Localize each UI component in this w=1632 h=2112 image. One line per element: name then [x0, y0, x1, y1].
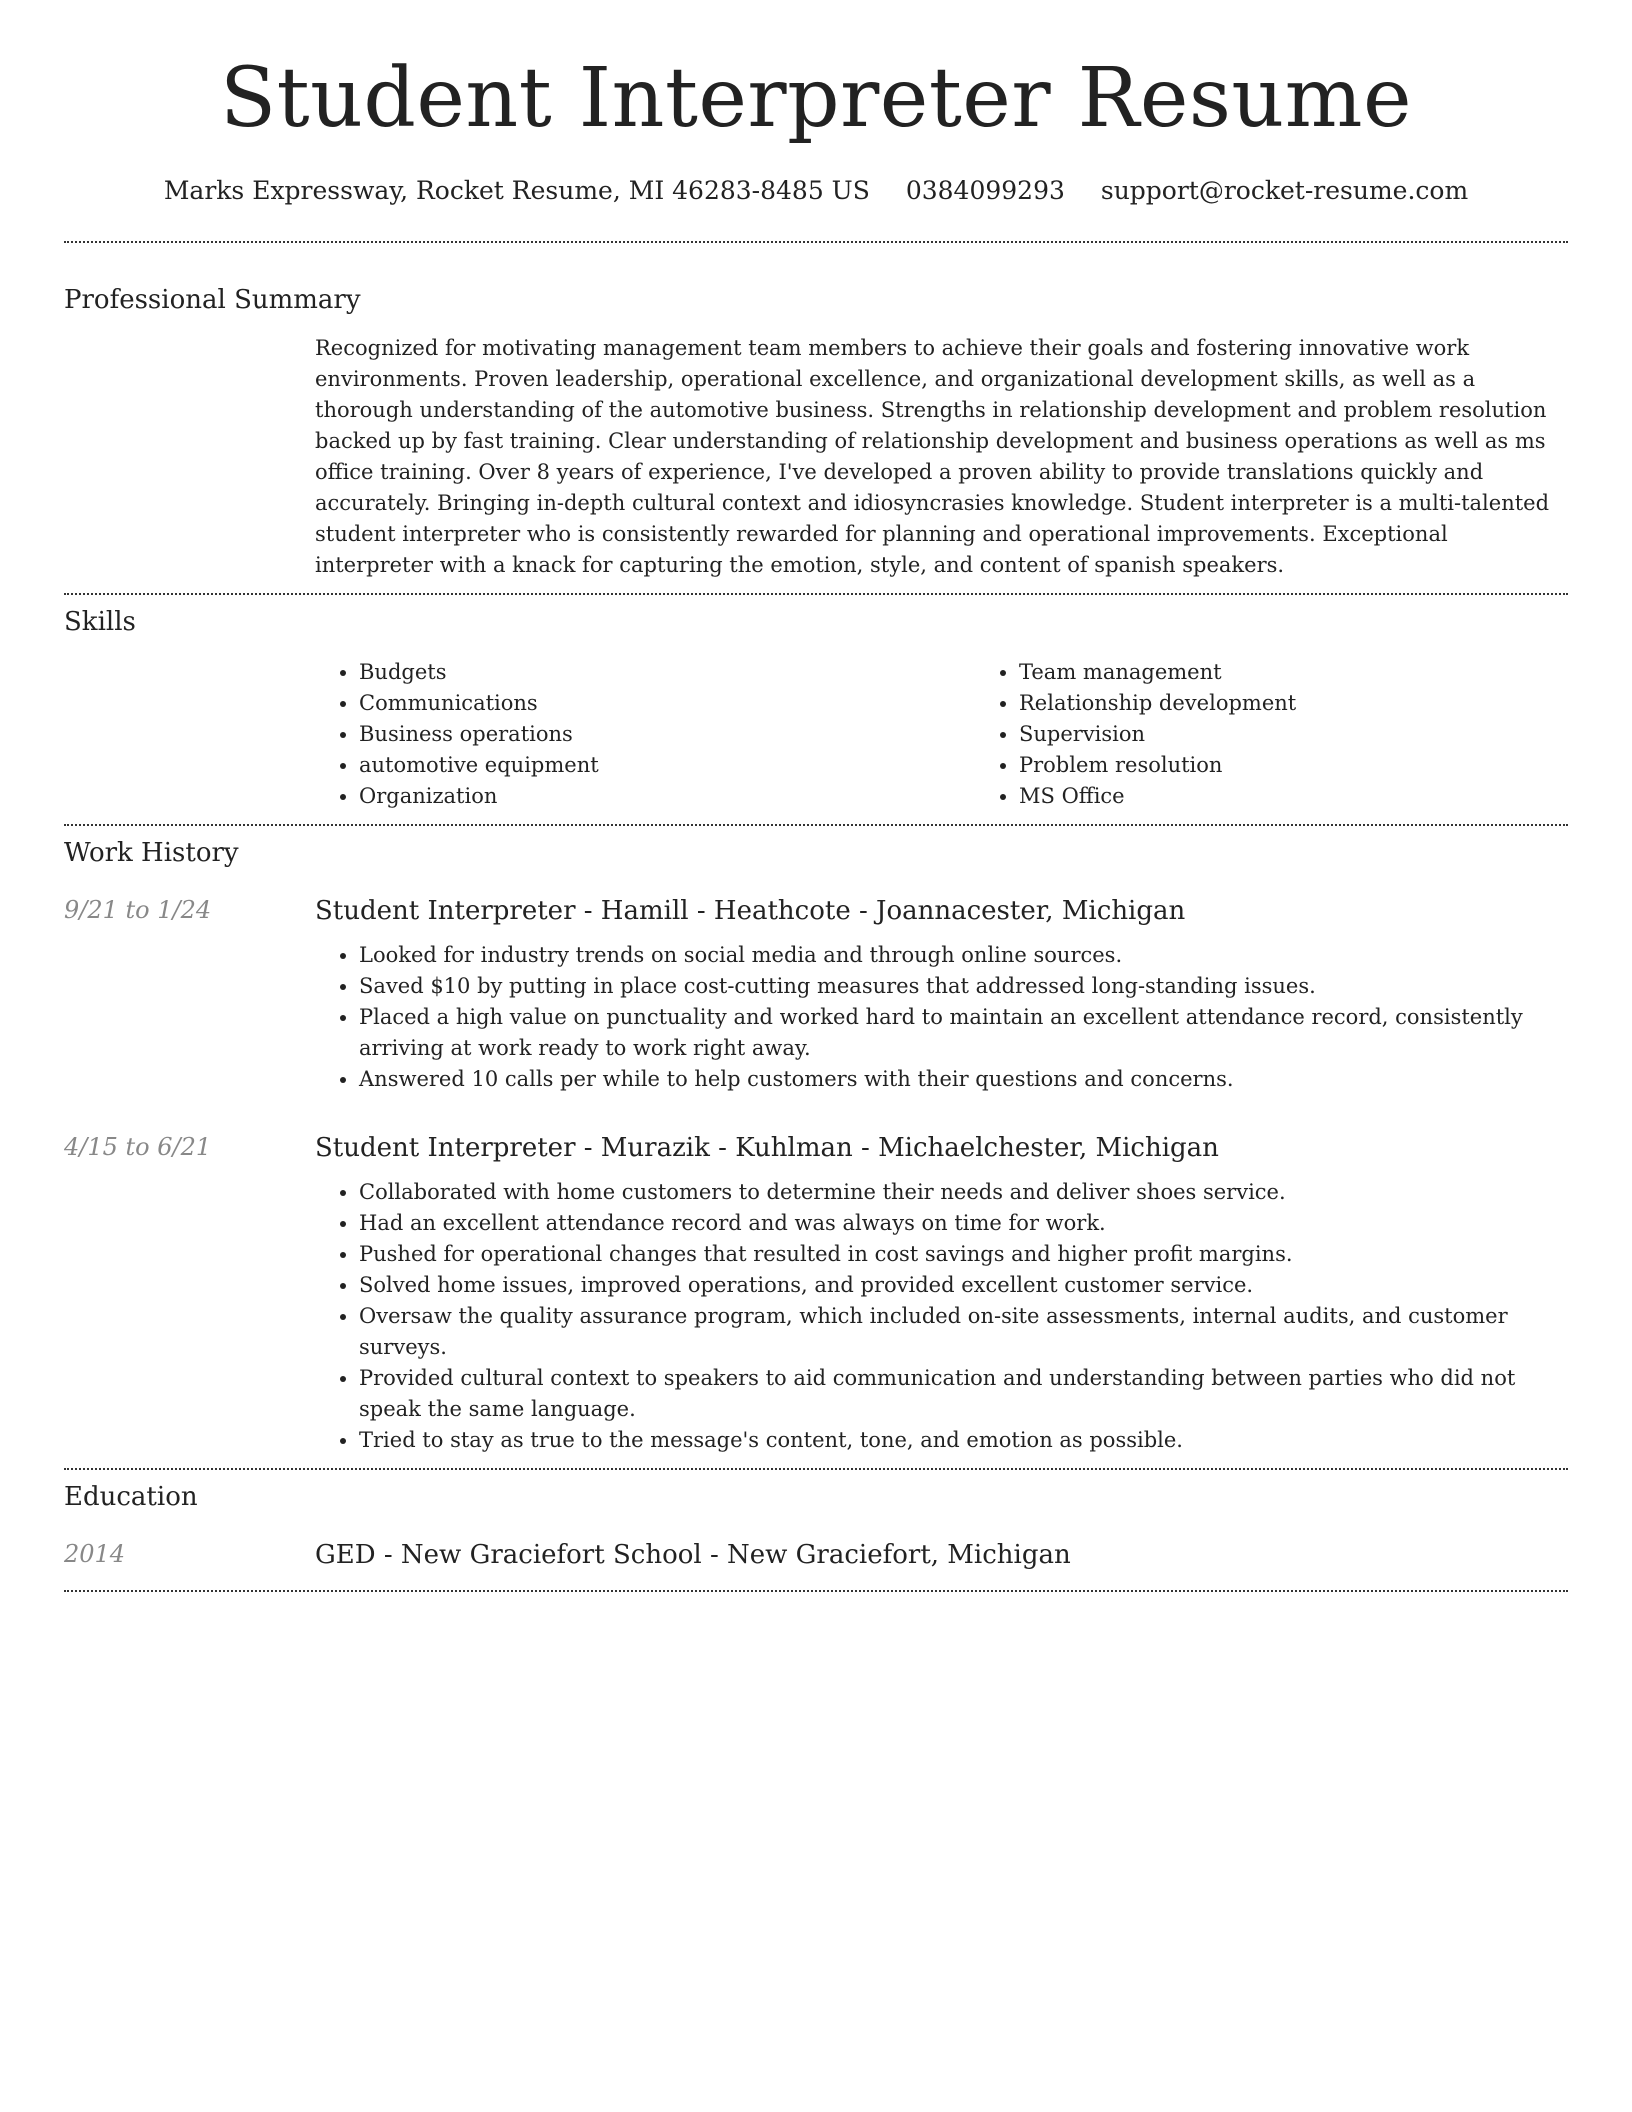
- section-divider: [64, 1590, 1568, 1592]
- section-divider: [64, 593, 1568, 595]
- education-entry: [64, 1540, 1568, 1570]
- skill-item: • Communications: [359, 688, 975, 719]
- job-bullets: [315, 1177, 1568, 1456]
- job-date: 9/21 to 1/24: [64, 896, 212, 924]
- job-bullet: • Provided cultural context to speakers to aid communication and understanding between parties who did not speak the same language.: [359, 1363, 1568, 1425]
- job-bullet: • Pushed for operational changes that resulted in cost savings and higher profit margins.: [359, 1239, 1568, 1270]
- contact-address: Marks Expressway, Rocket Resume, MI 46283-8485 US: [163, 176, 870, 205]
- skills-heading: Skills: [64, 607, 136, 637]
- skill-item: • Budgets: [359, 657, 975, 688]
- resume-title: Student Interpreter Resume: [219, 51, 1413, 146]
- skill-item: • Business operations: [359, 719, 975, 750]
- job-bullet: • Placed a high value on punctuality and worked hard to maintain an excellent attendance record, consistently arriving at work ready to work right away.: [359, 1002, 1568, 1064]
- job-bullet: • Saved $10 by putting in place cost-cutting measures that addressed long-standing issues.: [359, 971, 1568, 1002]
- job-entry: [64, 1133, 1568, 1456]
- skills-section: [64, 657, 1568, 812]
- work-heading: Work History: [64, 838, 239, 868]
- job-title: Student Interpreter - Hamill - Heathcote - Joannacester, Michigan: [315, 896, 1186, 926]
- job-bullet: • Oversaw the quality assurance program, which included on-site assessments, internal audits, and customer surveys.: [359, 1301, 1568, 1363]
- job-title: Student Interpreter - Murazik - Kuhlman - Michaelchester, Michigan: [315, 1133, 1219, 1163]
- skill-item: • automotive equipment: [359, 750, 975, 781]
- skill-item: • Organization: [359, 781, 975, 812]
- job-bullet: • Solved home issues, improved operations, and provided excellent customer service.: [359, 1270, 1568, 1301]
- skills-list-right: [975, 657, 1632, 812]
- contact-phone: 0384099293: [905, 176, 1065, 205]
- skill-item: • Relationship development: [1019, 688, 1632, 719]
- skill-item: • MS Office: [1019, 781, 1632, 812]
- job-bullet: • Collaborated with home customers to determine their needs and deliver shoes service.: [359, 1177, 1568, 1208]
- skill-item: • Problem resolution: [1019, 750, 1632, 781]
- job-date: 4/15 to 6/21: [64, 1133, 212, 1161]
- section-divider: [64, 824, 1568, 826]
- section-divider: [64, 241, 1568, 243]
- contact-email: support@rocket-resume.com: [1100, 176, 1469, 205]
- summary-heading: Professional Summary: [64, 285, 361, 315]
- skill-item: • Supervision: [1019, 719, 1632, 750]
- education-date: 2014: [64, 1540, 126, 1568]
- section-divider: [64, 1468, 1568, 1470]
- contact-info: [64, 176, 1568, 205]
- skill-item: • Team management: [1019, 657, 1632, 688]
- education-heading: Education: [64, 1482, 198, 1512]
- job-bullets: [315, 940, 1568, 1095]
- job-bullet: • Looked for industry trends on social media and through online sources.: [359, 940, 1568, 971]
- skills-list-left: [315, 657, 975, 812]
- job-bullet: • Answered 10 calls per while to help customers with their questions and concerns.: [359, 1064, 1568, 1095]
- job-bullet: • Had an excellent attendance record and was always on time for work.: [359, 1208, 1568, 1239]
- summary-text: Recognized for motivating management team members to achieve their goals and fostering innovative work environments. Proven leadership, operational excellence, and organizational development skills, as well as a thorough understanding of the automotive business. Strengths in relationship development and problem resolution backed up by fast training. Clear understanding of relationship development and business operations as well as ms office training. Over 8 years of experience, I've developed a proven ability to provide translations quickly and accurately. Bringing in-depth cultural context and idiosyncrasies knowledge. Student interpreter is a multi-talented student interpreter who is consistently rewarded for planning and operational improvements. Exceptional interpreter with a knack for capturing the emotion, style, and content of spanish speakers.: [315, 336, 1550, 577]
- education-title: GED - New Graciefort School - New Graciefort, Michigan: [315, 1540, 1071, 1570]
- summary-section: [64, 333, 1568, 581]
- job-bullet: • Tried to stay as true to the message's content, tone, and emotion as possible.: [359, 1425, 1568, 1456]
- job-entry: [64, 896, 1568, 1095]
